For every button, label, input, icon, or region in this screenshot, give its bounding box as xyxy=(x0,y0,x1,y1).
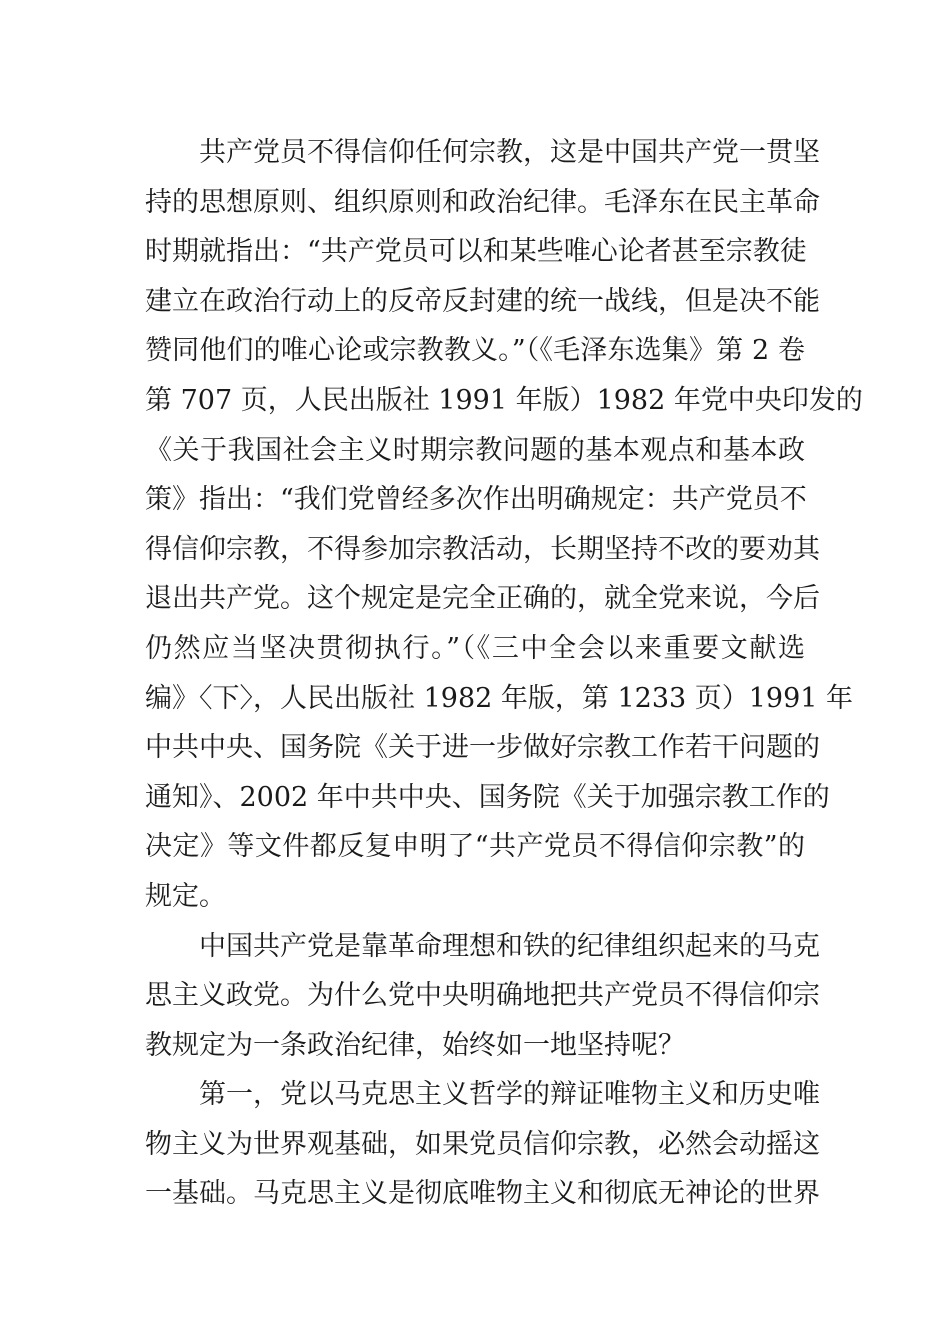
text-line: 仍然应当坚决贯彻执行。”（《三中全会以来重要文献选 xyxy=(145,632,805,664)
text-line: 通知》、2002 年中共中央、国务院《关于加强宗教工作的 xyxy=(145,781,830,813)
text-line: 规定。 xyxy=(145,880,226,912)
paragraph-3 xyxy=(145,1070,820,1219)
text-line: 策》指出：“我们党曾经多次作出明确规定：共产党员不 xyxy=(145,484,807,516)
text-line: 持的思想原则、组织原则和政治纪律。毛泽东在民主革命 xyxy=(145,186,820,218)
text-line: 中共中央、国务院《关于进一步做好宗教工作若干问题的 xyxy=(145,732,820,764)
text-line: 编》〈下〉，人民出版社 1982 年版，第 1233 页）1991 年 xyxy=(145,682,854,714)
text-line: 建立在政治行动上的反帝反封建的统一战线，但是决不能 xyxy=(145,285,820,317)
text-line: 时期就指出：“共产党员可以和某些唯心论者甚至宗教徒 xyxy=(145,236,807,268)
paragraph-2 xyxy=(145,922,820,1071)
text-line: 物主义为世界观基础，如果党员信仰宗教，必然会动摇这 xyxy=(145,1128,820,1160)
text-line: 思主义政党。为什么党中央明确地把共产党员不得信仰宗 xyxy=(145,980,820,1012)
text-line: 退出共产党。这个规定是完全正确的，就全党来说，今后 xyxy=(145,583,820,615)
document-body xyxy=(145,128,863,1219)
text-line: 第一，党以马克思主义哲学的辩证唯物主义和历史唯 xyxy=(199,1079,820,1111)
text-line: 一基础。马克思主义是彻底唯物主义和彻底无神论的世界 xyxy=(145,1178,820,1210)
text-line: 教规定为一条政治纪律，始终如一地坚持呢？ xyxy=(145,1029,685,1061)
text-line: 共产党员不得信仰任何宗教，这是中国共产党一贯坚 xyxy=(199,137,820,168)
text-line: 赞同他们的唯心论或宗教教义。”（《毛泽东选集》第 2 卷 xyxy=(145,335,805,367)
paragraph-1 xyxy=(145,128,863,922)
text-line: 决定》等文件都反复申明了“共产党员不得信仰宗教”的 xyxy=(145,831,805,863)
text-line: 《关于我国社会主义时期宗教问题的基本观点和基本政 xyxy=(145,434,805,466)
text-line: 中国共产党是靠革命理想和铁的纪律组织起来的马克 xyxy=(199,930,820,962)
text-line: 得信仰宗教，不得参加宗教活动，长期坚持不改的要劝其 xyxy=(145,533,820,565)
text-line: 第 707 页，人民出版社 1991 年版）1982 年党中央印发的 xyxy=(145,384,863,416)
